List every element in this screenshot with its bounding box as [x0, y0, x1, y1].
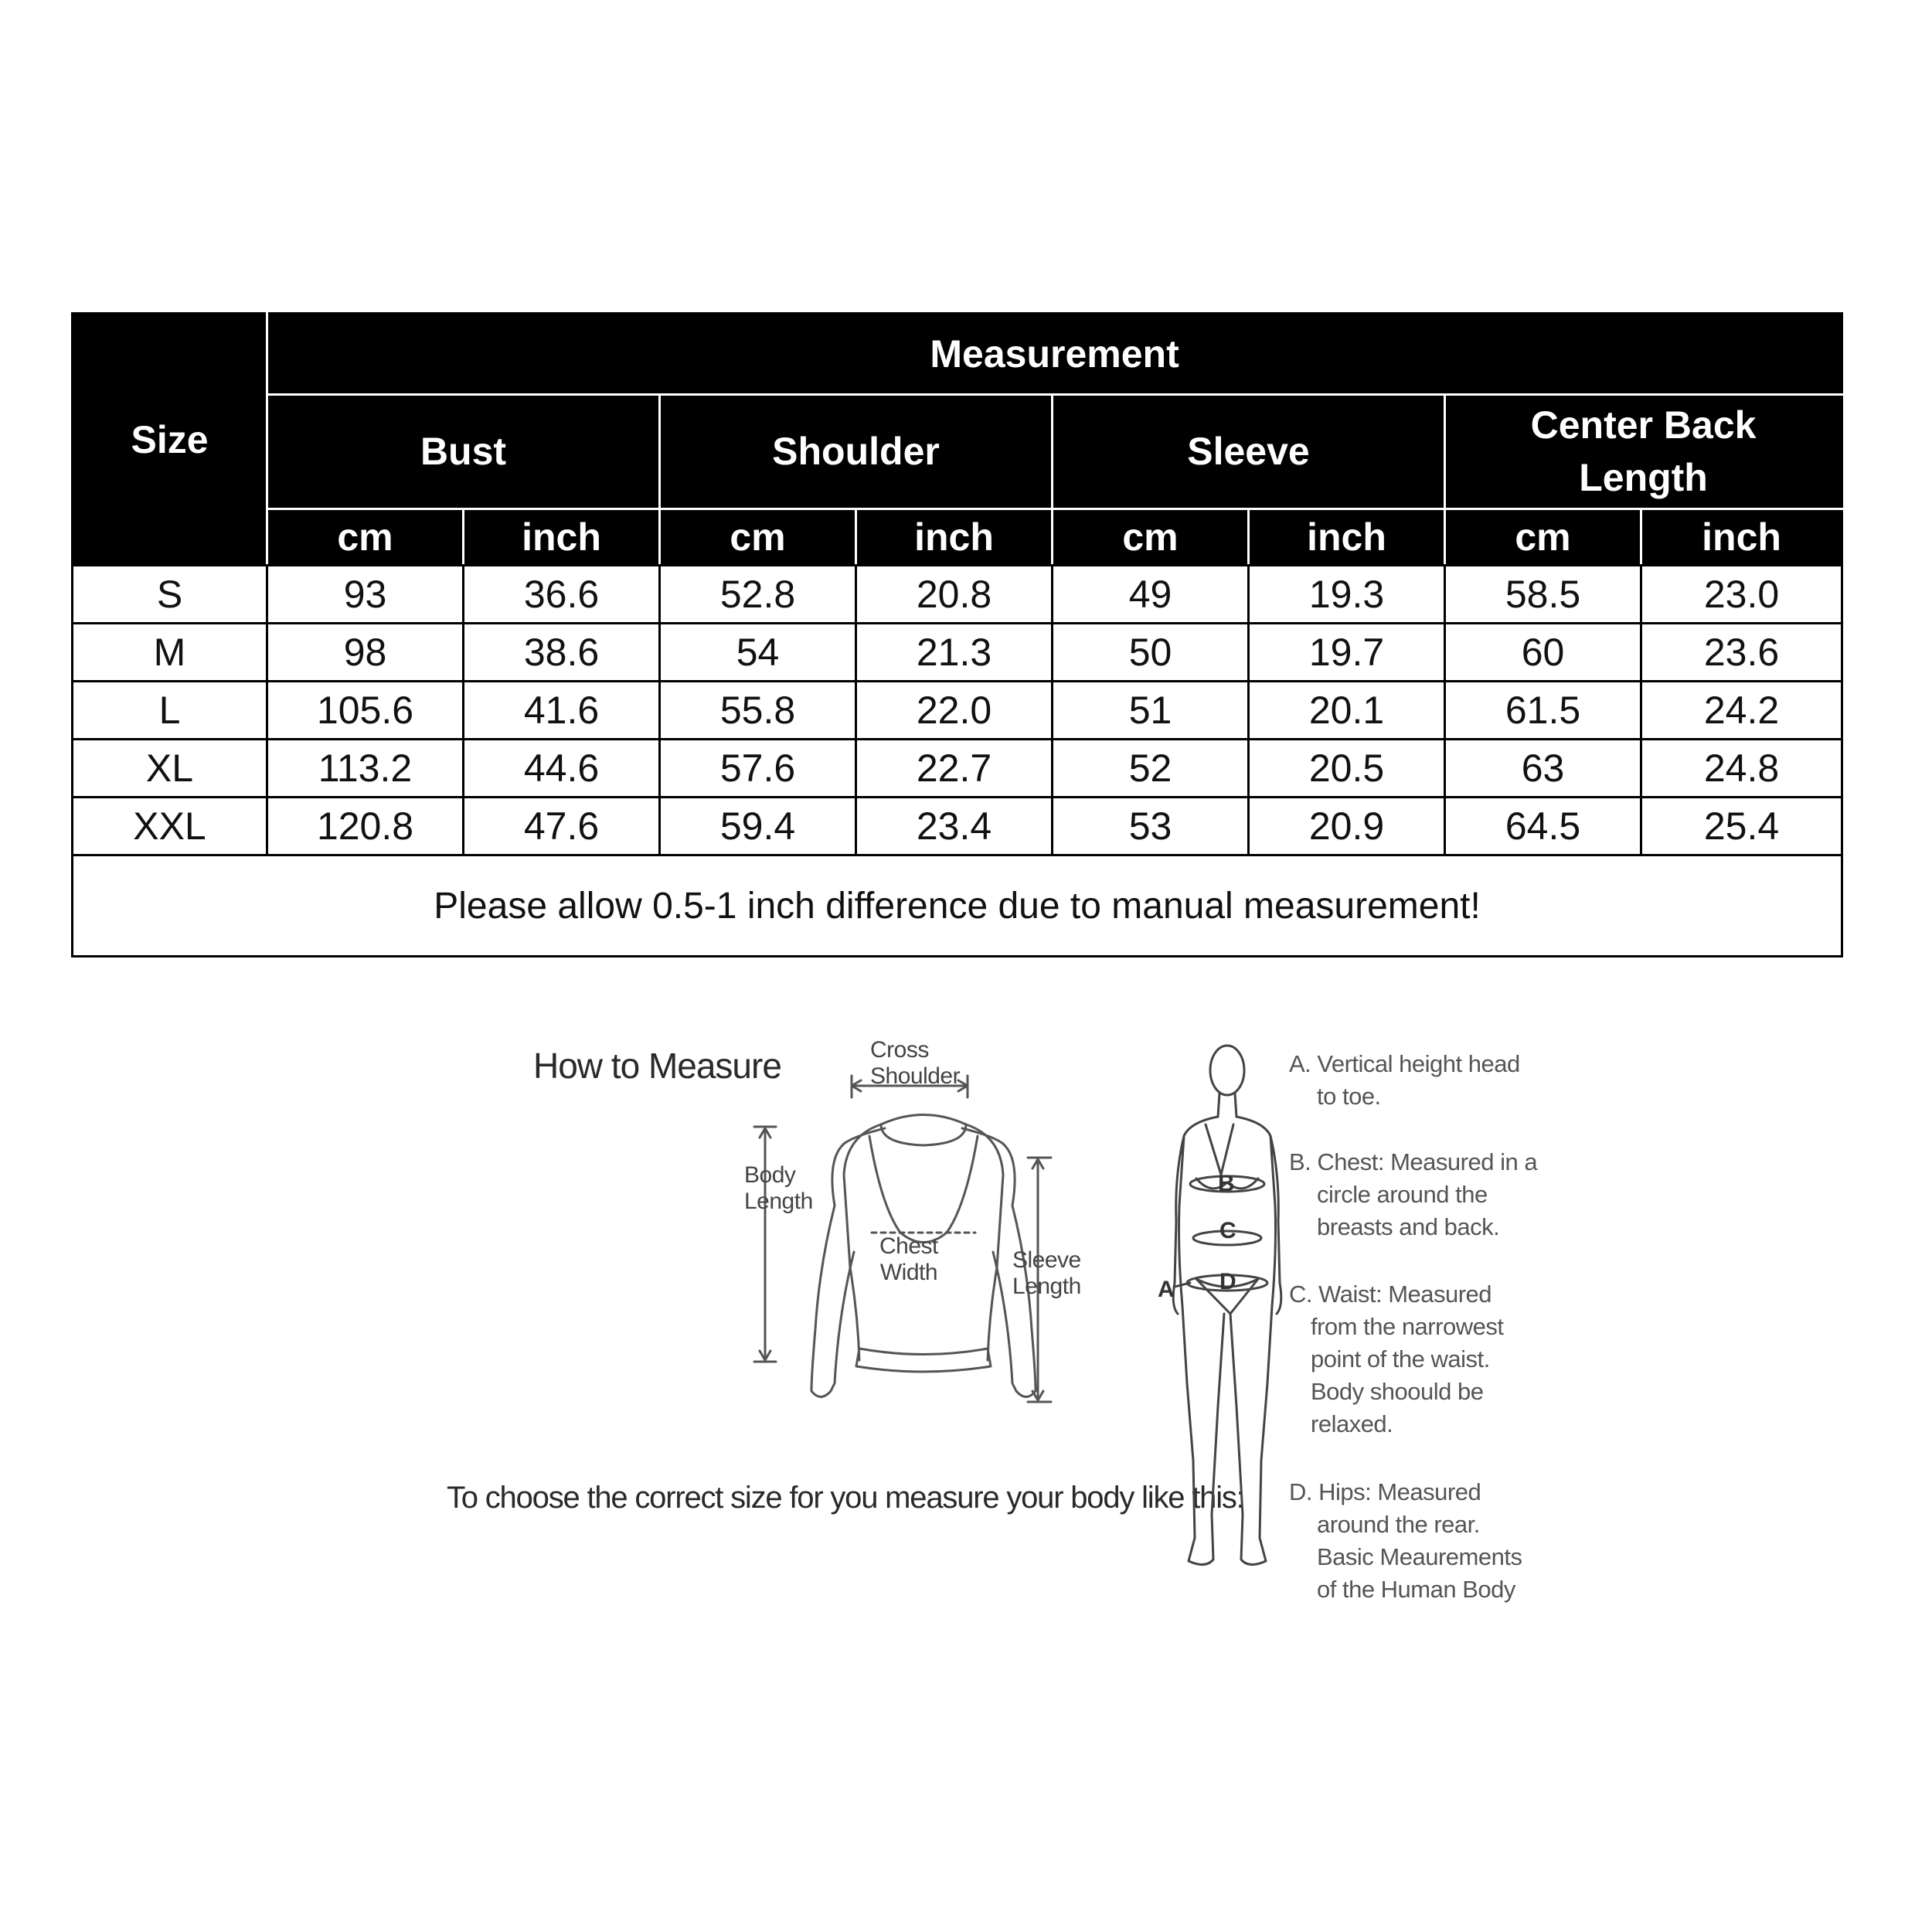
- table-cell: 47.6: [464, 798, 660, 855]
- group-header-bust: Bust: [267, 395, 660, 509]
- table-cell: 36.6: [464, 566, 660, 624]
- table-cell: 20.1: [1249, 682, 1445, 740]
- table-cell: 50: [1053, 624, 1249, 682]
- note-line: Basic Meaurements: [1317, 1543, 1522, 1570]
- size-cell: S: [73, 566, 267, 624]
- measurement-header: Measurement: [267, 314, 1842, 395]
- marker-d: D: [1219, 1269, 1236, 1294]
- body-length-label-line: Length: [744, 1189, 813, 1214]
- table-cell: 20.5: [1249, 740, 1445, 798]
- table-cell: 23.4: [856, 798, 1053, 855]
- table-cell: 52.8: [660, 566, 856, 624]
- table-cell: 24.8: [1641, 740, 1842, 798]
- group-header-center-back-length: Center Back Length: [1445, 395, 1842, 509]
- choose-size-instruction: To choose the correct size for you measure your body like this:: [447, 1481, 1244, 1515]
- note-line: point of the waist.: [1311, 1345, 1490, 1372]
- table-cell: 54: [660, 624, 856, 682]
- unit-header-cm: cm: [1445, 509, 1641, 566]
- size-cell: L: [73, 682, 267, 740]
- table-cell: 61.5: [1445, 682, 1641, 740]
- table-cell: 20.8: [856, 566, 1053, 624]
- note-b-chest: [1289, 1146, 1537, 1243]
- table-cell: 44.6: [464, 740, 660, 798]
- table-cell: 22.7: [856, 740, 1053, 798]
- note-d-hips: [1289, 1476, 1522, 1606]
- cross-shoulder-label: [870, 1037, 960, 1090]
- group-header-sleeve: Sleeve: [1053, 395, 1445, 509]
- size-column-header: Size: [73, 314, 267, 566]
- table-cell: 59.4: [660, 798, 856, 855]
- unit-header-inch: inch: [464, 509, 660, 566]
- note-line: from the narrowest: [1311, 1313, 1504, 1340]
- unit-header-cm: cm: [267, 509, 464, 566]
- table-cell: 38.6: [464, 624, 660, 682]
- body-length-label: [744, 1162, 813, 1215]
- note-line: Body shoould be: [1311, 1378, 1484, 1405]
- note-line: breasts and back.: [1317, 1213, 1500, 1240]
- table-cell: 20.9: [1249, 798, 1445, 855]
- table-cell: 23.6: [1641, 624, 1842, 682]
- marker-a: A: [1158, 1277, 1175, 1302]
- table-cell: 98: [267, 624, 464, 682]
- chest-width-label-line: Chest: [879, 1233, 938, 1259]
- how-to-measure-title: How to Measure: [533, 1046, 781, 1086]
- marker-c: C: [1219, 1218, 1236, 1243]
- table-cell: 19.3: [1249, 566, 1445, 624]
- sleeve-length-label: [1012, 1247, 1081, 1300]
- table-cell: 41.6: [464, 682, 660, 740]
- note-line: circle around the: [1317, 1181, 1488, 1208]
- table-cell: 25.4: [1641, 798, 1842, 855]
- note-line: to toe.: [1317, 1083, 1381, 1110]
- table-cell: 22.0: [856, 682, 1053, 740]
- unit-header-inch: inch: [1641, 509, 1842, 566]
- cross-shoulder-label-line: Cross: [870, 1037, 929, 1063]
- size-cell: M: [73, 624, 267, 682]
- table-cell: 21.3: [856, 624, 1053, 682]
- table-cell: 120.8: [267, 798, 464, 855]
- table-cell: 63: [1445, 740, 1641, 798]
- note-line: around the rear.: [1317, 1511, 1480, 1538]
- sleeve-length-label-line: Length: [1012, 1274, 1081, 1299]
- group-header-shoulder: Shoulder: [660, 395, 1053, 509]
- note-line: B. Chest: Measured in a: [1289, 1148, 1538, 1175]
- cross-shoulder-label-line: Shoulder: [870, 1063, 961, 1089]
- sleeve-length-label-line: Sleeve: [1012, 1247, 1081, 1273]
- unit-header-inch: inch: [856, 509, 1053, 566]
- note-a-height: [1289, 1048, 1520, 1113]
- note-line: of the Human Body: [1317, 1576, 1515, 1603]
- table-cell: 53: [1053, 798, 1249, 855]
- marker-b: B: [1218, 1171, 1235, 1196]
- table-cell: 60: [1445, 624, 1641, 682]
- table-cell: 113.2: [267, 740, 464, 798]
- table-cell: 58.5: [1445, 566, 1641, 624]
- table-cell: 49: [1053, 566, 1249, 624]
- body-figure-illustration: [1173, 1046, 1281, 1565]
- note-line: C. Waist: Measured: [1289, 1281, 1492, 1308]
- unit-header-cm: cm: [1053, 509, 1249, 566]
- chest-width-label-line: Width: [879, 1260, 938, 1285]
- note-line: A. Vertical height head: [1289, 1050, 1520, 1077]
- unit-header-inch: inch: [1249, 509, 1445, 566]
- size-cell: XXL: [73, 798, 267, 855]
- table-cell: 57.6: [660, 740, 856, 798]
- unit-header-cm: cm: [660, 509, 856, 566]
- note-line: D. Hips: Measured: [1289, 1478, 1481, 1505]
- table-cell: 64.5: [1445, 798, 1641, 855]
- table-cell: 23.0: [1641, 566, 1842, 624]
- table-cell: 105.6: [267, 682, 464, 740]
- size-cell: XL: [73, 740, 267, 798]
- table-cell: 24.2: [1641, 682, 1842, 740]
- note-c-waist: [1289, 1278, 1503, 1440]
- body-length-label-line: Body: [744, 1162, 796, 1188]
- measurement-note: Please allow 0.5-1 inch difference due to manual measurement!: [73, 855, 1842, 957]
- table-cell: 52: [1053, 740, 1249, 798]
- table-cell: 51: [1053, 682, 1249, 740]
- note-line: relaxed.: [1311, 1410, 1393, 1437]
- chest-width-label: [879, 1233, 938, 1286]
- table-cell: 55.8: [660, 682, 856, 740]
- table-cell: 93: [267, 566, 464, 624]
- table-cell: 19.7: [1249, 624, 1445, 682]
